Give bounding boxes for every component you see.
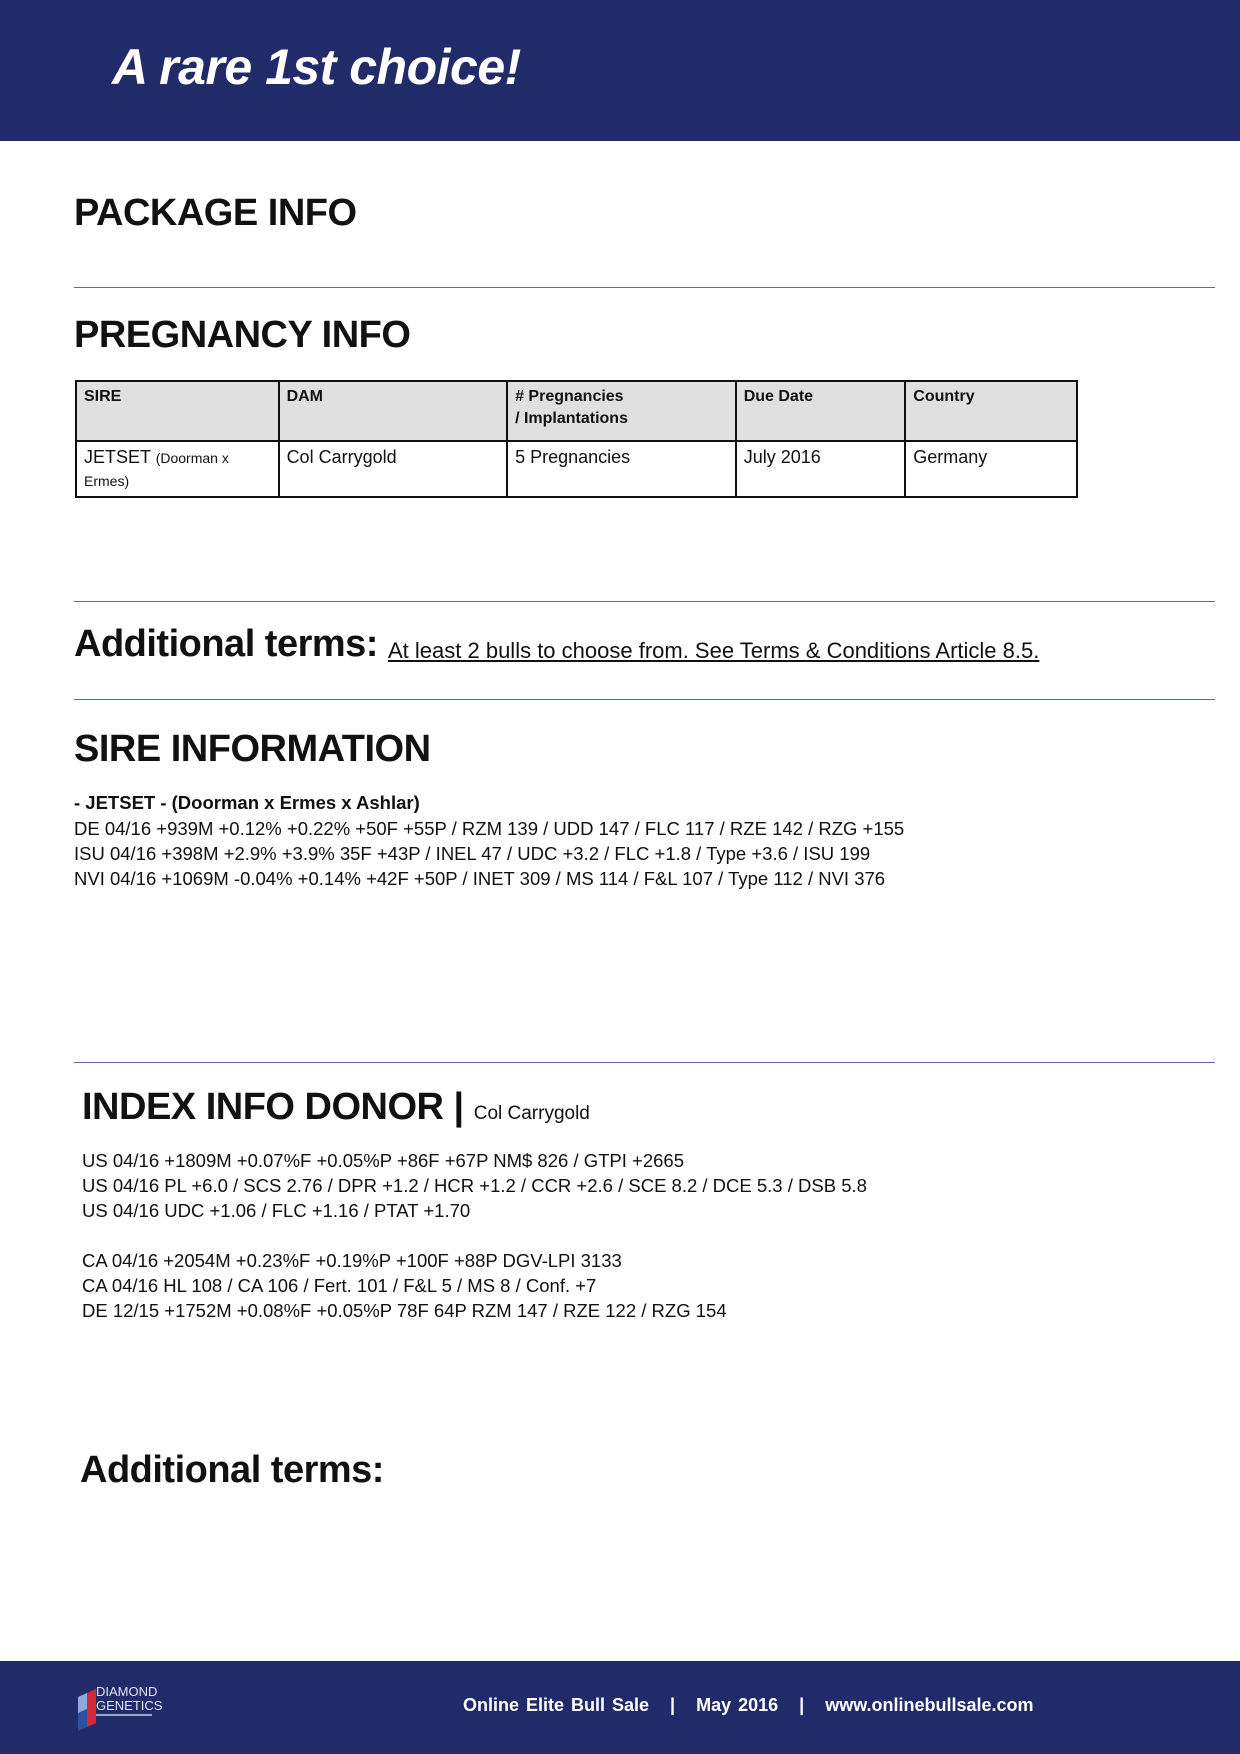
cell-sire: [76, 441, 279, 497]
divider: [74, 287, 1215, 288]
logo-text: [96, 1685, 162, 1713]
table-header-row: [76, 381, 1077, 441]
sire-name: JETSET: [84, 447, 151, 467]
package-info-title: PACKAGE INFO: [74, 192, 357, 234]
pregnancy-info-title: PREGNANCY INFO: [74, 314, 411, 356]
divider: [74, 699, 1215, 700]
donor-index-line: US 04/16 UDC +1.06 / FLC +1.16 / PTAT +1.70: [82, 1200, 471, 1221]
column-header-pregnancies-line1: # Pregnancies: [515, 388, 624, 405]
column-header-sire: SIRE: [76, 381, 279, 441]
column-header-pregnancies-line2: / Implantations: [515, 410, 628, 427]
donor-index-line: DE 12/15 +1752M +0.08%F +0.05%P 78F 64P RZM 147 / RZE 122 / RZG 154: [82, 1300, 727, 1321]
donor-index-line: CA 04/16 +2054M +0.23%F +0.19%P +100F +88P DGV-LPI 3133: [82, 1250, 622, 1271]
cell-pregnancies: 5 Pregnancies: [507, 441, 736, 497]
table-row: [76, 441, 1077, 497]
sire-heading: - JETSET - (Doorman x Ermes x Ashlar): [74, 792, 420, 813]
logo-underline: [96, 1714, 152, 1716]
column-header-country: Country: [905, 381, 1077, 441]
column-header-dam: DAM: [279, 381, 508, 441]
footer-banner: [0, 1661, 1240, 1754]
cell-due-date: July 2016: [736, 441, 906, 497]
donor-index-line: CA 04/16 HL 108 / CA 106 / Fert. 101 / F&L 5 / MS 8 / Conf. +7: [82, 1275, 597, 1296]
header-title: A rare 1st choice!: [112, 39, 521, 95]
header-banner: [0, 0, 1240, 141]
sire-proof-line: DE 04/16 +939M +0.12% +0.22% +50F +55P / RZM 139 / UDD 147 / FLC 117 / RZE 142 / RZG +155: [74, 818, 905, 839]
diamond-logo-icon: [76, 1689, 98, 1731]
sire-proof-line: ISU 04/16 +398M +2.9% +3.9% 35F +43P / INEL 47 / UDC +3.2 / FLC +1.8 / Type +3.6 / ISU 199: [74, 843, 871, 864]
logo-line-2: GENETICS: [96, 1698, 163, 1713]
sire-information-title: SIRE INFORMATION: [74, 728, 431, 770]
index-info-donor-label: INDEX INFO DONOR |: [82, 1086, 464, 1128]
additional-terms-label-2: Additional terms:: [80, 1449, 384, 1491]
column-header-due-date: Due Date: [736, 381, 906, 441]
donor-index-line: US 04/16 +1809M +0.07%F +0.05%P +86F +67P NM$ 826 / GTPI +2665: [82, 1150, 684, 1171]
pregnancy-table: [75, 380, 1078, 498]
cell-dam: Col Carrygold: [279, 441, 508, 497]
donor-index-line: US 04/16 PL +6.0 / SCS 2.76 / DPR +1.2 / HCR +1.2 / CCR +2.6 / SCE 8.2 / DCE 5.3 / DSB 5.8: [82, 1175, 867, 1196]
sire-pedigree: (Doorman x Ermes): [84, 450, 229, 489]
divider: [74, 601, 1215, 602]
diamond-genetics-logo: [76, 1685, 176, 1731]
additional-terms-link[interactable]: At least 2 bulls to choose from. See Terms & Conditions Article 8.5.: [388, 638, 1040, 663]
logo-line-1: DIAMOND: [96, 1684, 158, 1699]
additional-terms-label: Additional terms:: [74, 623, 378, 665]
index-info-donor-title: [82, 1086, 590, 1129]
footer-text: Online Elite Bull Sale | May 2016 | www.onlinebullsale.com: [463, 1695, 1034, 1715]
divider: [74, 1062, 1215, 1063]
donor-name: Col Carrygold: [473, 1103, 590, 1124]
column-header-pregnancies: [507, 381, 736, 441]
sire-proof-line: NVI 04/16 +1069M -0.04% +0.14% +42F +50P / INET 309 / MS 114 / F&L 107 / Type 112 / NVI 376: [74, 868, 886, 889]
cell-country: Germany: [905, 441, 1077, 497]
